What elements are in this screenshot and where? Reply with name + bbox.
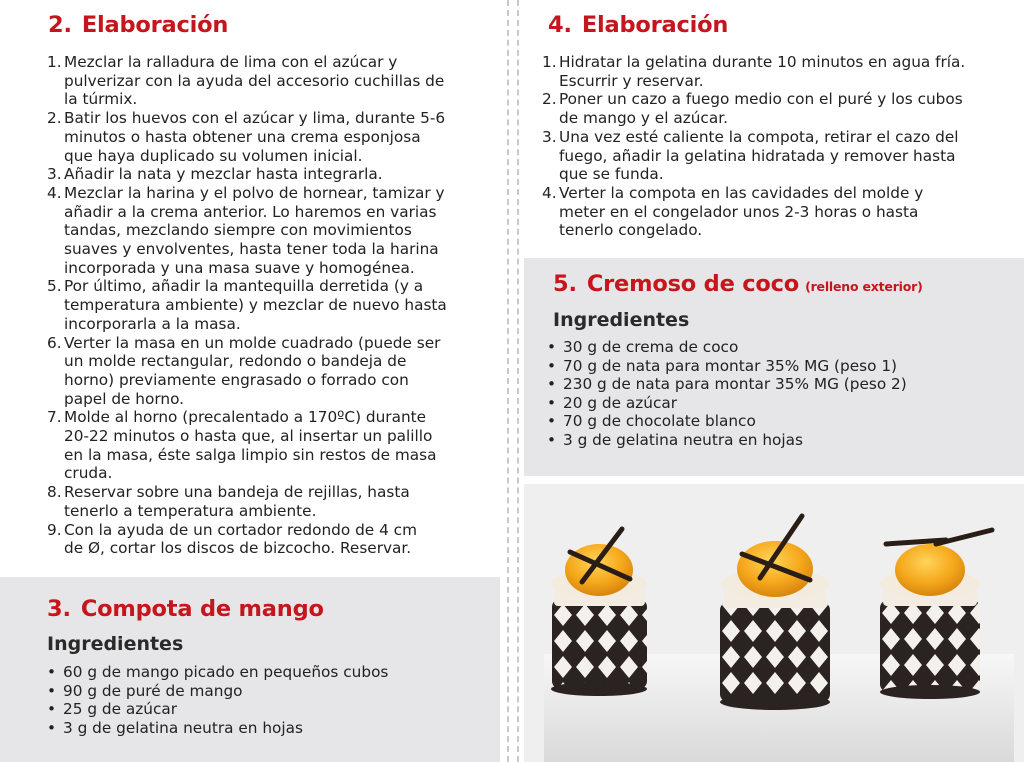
step-item: [542, 53, 1018, 90]
step-number: 8.: [47, 483, 62, 502]
step-number: 6.: [47, 333, 62, 352]
dessert-photo: [524, 484, 1024, 762]
step-text-line: en la masa, éste salga limpio sin restos de masa: [64, 445, 437, 464]
left-page: [0, 0, 500, 762]
step-text-line: temperatura ambiente) y mezclar de nuevo hasta: [64, 296, 447, 315]
step-text-line: Por último, añadir la mantequilla derretida (y a: [64, 277, 424, 296]
step-text-line: tenerlo congelado.: [559, 221, 703, 240]
step-number: 3.: [47, 165, 62, 184]
ingredient-item: • 230 g de nata para montar 35% MG (peso 2): [545, 375, 1015, 394]
step-item: [542, 184, 1018, 240]
step-text-line: pulverizar con la ayuda del accesorio cuchillas de: [64, 71, 445, 90]
step-item: [47, 334, 497, 409]
section5-subtitle: (relleno exterior): [805, 279, 923, 294]
step-text-line: que haya duplicado su volumen inicial.: [64, 146, 363, 165]
step-number: 7.: [47, 408, 62, 427]
step-item: [542, 128, 1018, 184]
step-item: [47, 277, 497, 333]
step-text-line: de Ø, cortar los discos de bizcocho. Reservar.: [64, 539, 412, 558]
ingredient-item: • 20 g de azúcar: [545, 394, 1015, 413]
step-item: [47, 521, 497, 558]
section5-ingredients: [545, 338, 1015, 450]
step-number: 4.: [47, 183, 62, 202]
step-text-line: un molde rectangular, redondo o bandeja de: [64, 352, 407, 371]
ingredient-item: • 3 g de gelatina neutra en hojas: [45, 719, 485, 738]
step-text-line: Molde al horno (precalentado a 170ºC) durante: [64, 408, 427, 427]
step-number: 1.: [47, 53, 62, 71]
step-number: 1.: [542, 53, 557, 71]
step-text-line: papel de horno.: [64, 389, 185, 408]
ingredient-item: • 60 g de mango picado en pequeños cubos: [45, 663, 485, 682]
step-text-line: fuego, añadir la gelatina hidratada y remover hasta: [559, 146, 956, 165]
section5-ingredients-heading: Ingredientes: [553, 309, 690, 331]
step-number: 4.: [542, 183, 557, 202]
page-divider: [507, 0, 509, 762]
step-text-line: Verter la compota en las cavidades del molde y: [559, 183, 924, 202]
section3-ingredients-heading: Ingredientes: [47, 633, 184, 655]
step-text-line: Batir los huevos con el azúcar y lima, durante 5-6: [64, 109, 446, 128]
step-item: [47, 53, 497, 109]
step-text-line: que se funda.: [559, 165, 664, 184]
step-item: [47, 165, 497, 184]
page-divider: [517, 0, 519, 762]
step-item: [47, 184, 497, 278]
step-text-line: Mezclar la ralladura de lima con el azúcar y: [64, 53, 398, 71]
ingredient-item: • 90 g de puré de mango: [45, 682, 485, 701]
step-text-line: cruda.: [64, 464, 113, 483]
step-text-line: Verter la masa en un molde cuadrado (puede ser: [64, 333, 441, 352]
step-text-line: Escurrir y reservar.: [559, 71, 704, 90]
step-text-line: Añadir la nata y mezclar hasta integrarla.: [64, 165, 383, 184]
ingredient-item: • 70 g de nata para montar 35% MG (peso 1): [545, 357, 1015, 376]
step-text-line: 20-22 minutos o hasta que, al insertar un palillo: [64, 427, 433, 446]
step-text-line: meter en el congelador unos 2-3 horas o hasta: [559, 202, 919, 221]
section3-ingredients: [45, 663, 485, 737]
step-text-line: añadir a la crema anterior. Lo haremos en varias: [64, 202, 437, 221]
ingredient-item: • 30 g de crema de coco: [545, 338, 1015, 357]
step-text-line: de mango y el azúcar.: [559, 109, 728, 128]
step-number: 5.: [47, 277, 62, 296]
step-number: 3.: [542, 127, 557, 146]
step-text-line: incorporarla a la masa.: [64, 314, 241, 333]
step-text-line: Hidratar la gelatina durante 10 minutos en agua fría.: [559, 53, 966, 71]
section4-steps: [542, 53, 1018, 240]
step-item: [47, 408, 497, 483]
ingredient-item: • 70 g de chocolate blanco: [545, 412, 1015, 431]
step-text-line: incorporada y una masa suave y homogénea.: [64, 258, 415, 277]
step-text-line: la túrmix.: [64, 90, 138, 109]
step-text-line: Una vez esté caliente la compota, retirar el cazo del: [559, 127, 959, 146]
ingredient-item: • 3 g de gelatina neutra en hojas: [545, 431, 1015, 450]
step-text-line: Poner un cazo a fuego medio con el puré y los cubos: [559, 90, 963, 109]
section5-title: 5. Cremoso de coco (relleno exterior): [553, 271, 923, 297]
step-number: 2.: [542, 90, 557, 109]
step-item: [47, 109, 497, 165]
section2-steps: [47, 53, 497, 558]
step-text-line: suaves y envolventes, hasta tener toda la harina: [64, 240, 439, 259]
step-text-line: tenerlo a temperatura ambiente.: [64, 501, 317, 520]
step-number: 2.: [47, 109, 62, 128]
step-item: [542, 90, 1018, 127]
section2-title: 2. Elaboración: [48, 12, 229, 38]
step-text-line: minutos o hasta obtener una crema esponjosa: [64, 127, 421, 146]
step-text-line: tandas, mezclando siempre con movimientos: [64, 221, 412, 240]
dessert-illustration: [524, 484, 1024, 762]
section3-title: 3. Compota de mango: [47, 596, 324, 622]
step-number: 9.: [47, 520, 62, 539]
section4-title: 4. Elaboración: [548, 12, 729, 38]
step-text-line: Reservar sobre una bandeja de rejillas, hasta: [64, 483, 410, 502]
step-text-line: horno) previamente engrasado o forrado con: [64, 370, 409, 389]
ingredient-item: • 25 g de azúcar: [45, 700, 485, 719]
step-text-line: Con la ayuda de un cortador redondo de 4 cm: [64, 520, 417, 539]
step-item: [47, 483, 497, 520]
step-text-line: Mezclar la harina y el polvo de hornear, tamizar y: [64, 183, 445, 202]
